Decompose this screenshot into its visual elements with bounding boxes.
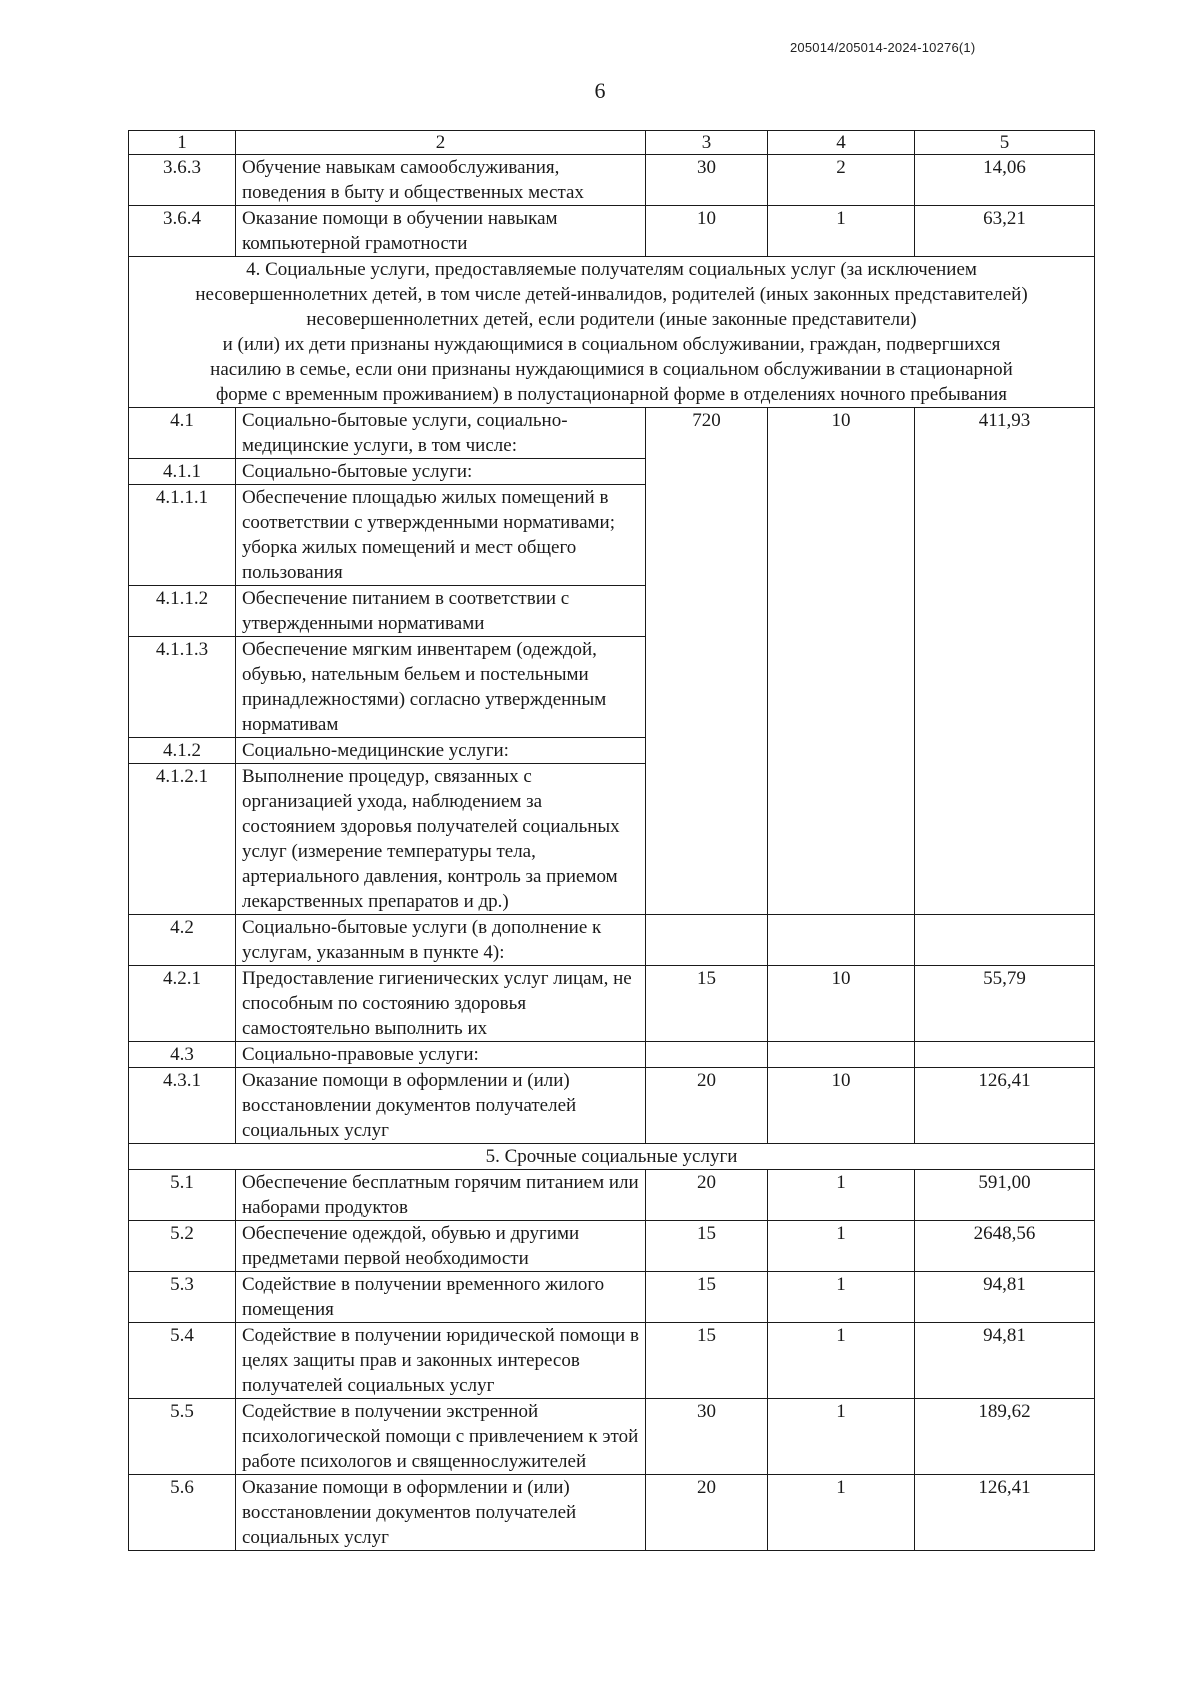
col4-value: 2 bbox=[768, 155, 915, 206]
service-name: Предоставление гигиенических услуг лицам, не способным по состоянию здоровья самостоятельно выполнить их bbox=[236, 966, 646, 1042]
item-number: 5.6 bbox=[129, 1475, 236, 1551]
col4-value: 1 bbox=[768, 1323, 915, 1399]
page-number: 6 bbox=[594, 78, 606, 103]
price-value: 94,81 bbox=[915, 1272, 1095, 1323]
col3-value: 10 bbox=[646, 206, 768, 257]
price-value: 2648,56 bbox=[915, 1221, 1095, 1272]
section-heading-row bbox=[129, 1144, 1095, 1170]
col4-value: 1 bbox=[768, 206, 915, 257]
column-header: 3 bbox=[646, 131, 768, 155]
col3-value: 20 bbox=[646, 1170, 768, 1221]
service-name: Обеспечение мягким инвентарем (одеждой, обувью, нательным бельем и постельными принадлежностями) согласно утвержденным нормативам bbox=[236, 637, 646, 738]
price-value: 591,00 bbox=[915, 1170, 1095, 1221]
item-number: 5.5 bbox=[129, 1399, 236, 1475]
section-heading-line: 4. Социальные услуги, предоставляемые получателям социальных услуг (за исключением bbox=[246, 259, 977, 280]
item-number: 3.6.4 bbox=[129, 206, 236, 257]
item-number: 4.3 bbox=[129, 1042, 236, 1068]
service-name: Содействие в получении экстренной психологической помощи с привлечением к этой работе психологов и священнослужителей bbox=[236, 1399, 646, 1475]
item-number: 5.3 bbox=[129, 1272, 236, 1323]
col3-value: 15 bbox=[646, 1323, 768, 1399]
column-header: 2 bbox=[236, 131, 646, 155]
col4-value: 1 bbox=[768, 1221, 915, 1272]
table-row bbox=[129, 206, 1095, 257]
price-value: 94,81 bbox=[915, 1323, 1095, 1399]
service-name: Обеспечение питанием в соответствии с утвержденными нормативами bbox=[236, 586, 646, 637]
service-name: Обеспечение площадью жилых помещений в соответствии с утвержденными нормативами; уборка жилых помещений и мест общего пользования bbox=[236, 485, 646, 586]
item-number: 5.1 bbox=[129, 1170, 236, 1221]
col4-value: 10 bbox=[768, 408, 915, 915]
service-name: Оказание помощи в оформлении и (или) восстановлении документов получателей социальных услуг bbox=[236, 1475, 646, 1551]
services-table bbox=[128, 130, 1095, 1551]
item-number: 4.2 bbox=[129, 915, 236, 966]
price-value: 14,06 bbox=[915, 155, 1095, 206]
item-number: 4.1.1.3 bbox=[129, 637, 236, 738]
table-row bbox=[129, 1323, 1095, 1399]
table-row bbox=[129, 1042, 1095, 1068]
column-header: 5 bbox=[915, 131, 1095, 155]
service-name: Обучение навыкам самообслуживания, поведения в быту и общественных местах bbox=[236, 155, 646, 206]
col3-value: 30 bbox=[646, 1399, 768, 1475]
section-4-heading bbox=[129, 257, 1095, 408]
service-name: Оказание помощи в обучении навыкам компьютерной грамотности bbox=[236, 206, 646, 257]
section-5-heading: 5. Срочные социальные услуги bbox=[129, 1144, 1095, 1170]
item-number: 5.2 bbox=[129, 1221, 236, 1272]
col3-value: 30 bbox=[646, 155, 768, 206]
price-value: 189,62 bbox=[915, 1399, 1095, 1475]
item-number: 3.6.3 bbox=[129, 155, 236, 206]
col3-value bbox=[646, 1042, 768, 1068]
price-value: 126,41 bbox=[915, 1475, 1095, 1551]
price-value: 63,21 bbox=[915, 206, 1095, 257]
table-row bbox=[129, 1399, 1095, 1475]
item-number: 4.1.2.1 bbox=[129, 764, 236, 915]
table-row bbox=[129, 1221, 1095, 1272]
section-heading-line: насилию в семье, если они признаны нуждающимися в социальном обслуживании в стационарной bbox=[210, 359, 1013, 380]
price-value: 55,79 bbox=[915, 966, 1095, 1042]
table-row bbox=[129, 915, 1095, 966]
col4-value bbox=[768, 1042, 915, 1068]
col4-value: 1 bbox=[768, 1170, 915, 1221]
table-body bbox=[129, 131, 1095, 1551]
item-number: 4.1.1 bbox=[129, 459, 236, 485]
col4-value bbox=[768, 915, 915, 966]
service-name: Социально-медицинские услуги: bbox=[236, 738, 646, 764]
price-value: 126,41 bbox=[915, 1068, 1095, 1144]
col3-value: 20 bbox=[646, 1068, 768, 1144]
col4-value: 1 bbox=[768, 1399, 915, 1475]
item-number: 4.1 bbox=[129, 408, 236, 459]
col3-value: 15 bbox=[646, 1272, 768, 1323]
section-heading-row bbox=[129, 257, 1095, 408]
table-row bbox=[129, 966, 1095, 1042]
column-header: 4 bbox=[768, 131, 915, 155]
col3-value: 720 bbox=[646, 408, 768, 915]
col4-value: 10 bbox=[768, 966, 915, 1042]
service-name: Социально-бытовые услуги, социально-медицинские услуги, в том числе: bbox=[236, 408, 646, 459]
item-number: 4.1.2 bbox=[129, 738, 236, 764]
column-number-row bbox=[129, 131, 1095, 155]
col4-value: 1 bbox=[768, 1475, 915, 1551]
item-number: 4.2.1 bbox=[129, 966, 236, 1042]
column-header: 1 bbox=[129, 131, 236, 155]
col3-value: 15 bbox=[646, 1221, 768, 1272]
table-row bbox=[129, 155, 1095, 206]
price-value bbox=[915, 1042, 1095, 1068]
section-heading-line: и (или) их дети признаны нуждающимися в социальном обслуживании, граждан, подвергшихся bbox=[222, 334, 1001, 355]
section-heading-line: форме с временным проживанием) в полустационарной форме в отделениях ночного пребывания bbox=[215, 384, 1008, 405]
service-name: Содействие в получении временного жилого помещения bbox=[236, 1272, 646, 1323]
service-name: Оказание помощи в оформлении и (или) восстановлении документов получателей социальных услуг bbox=[236, 1068, 646, 1144]
service-name: Обеспечение одеждой, обувью и другими предметами первой необходимости bbox=[236, 1221, 646, 1272]
table-row bbox=[129, 1272, 1095, 1323]
table-row bbox=[129, 1170, 1095, 1221]
table-row bbox=[129, 1068, 1095, 1144]
document-id: 205014/205014-2024-10276(1) bbox=[790, 40, 976, 55]
section-heading-line: несовершеннолетних детей, в том числе детей-инвалидов, родителей (иных законных представителей) bbox=[195, 284, 1028, 305]
item-number: 5.4 bbox=[129, 1323, 236, 1399]
table-row bbox=[129, 1475, 1095, 1551]
service-name: Выполнение процедур, связанных с организацией ухода, наблюдением за состоянием здоровья получателей социальных услуг (измерение температуры тела, артериального давления, контроль за приемом лекарственных препаратов и др.) bbox=[236, 764, 646, 915]
col3-value: 15 bbox=[646, 966, 768, 1042]
section-heading-line: несовершеннолетних детей, если родители (иные законные представители) bbox=[306, 309, 917, 330]
service-name: Социально-бытовые услуги (в дополнение к услугам, указанным в пункте 4): bbox=[236, 915, 646, 966]
service-name: Обеспечение бесплатным горячим питанием или наборами продуктов bbox=[236, 1170, 646, 1221]
item-number: 4.3.1 bbox=[129, 1068, 236, 1144]
service-name: Социально-правовые услуги: bbox=[236, 1042, 646, 1068]
item-number: 4.1.1.2 bbox=[129, 586, 236, 637]
col3-value bbox=[646, 915, 768, 966]
col4-value: 1 bbox=[768, 1272, 915, 1323]
price-value: 411,93 bbox=[915, 408, 1095, 915]
col3-value: 20 bbox=[646, 1475, 768, 1551]
price-value bbox=[915, 915, 1095, 966]
service-name: Социально-бытовые услуги: bbox=[236, 459, 646, 485]
col4-value: 10 bbox=[768, 1068, 915, 1144]
table-row bbox=[129, 408, 1095, 459]
service-name: Содействие в получении юридической помощи в целях защиты прав и законных интересов получателей социальных услуг bbox=[236, 1323, 646, 1399]
item-number: 4.1.1.1 bbox=[129, 485, 236, 586]
